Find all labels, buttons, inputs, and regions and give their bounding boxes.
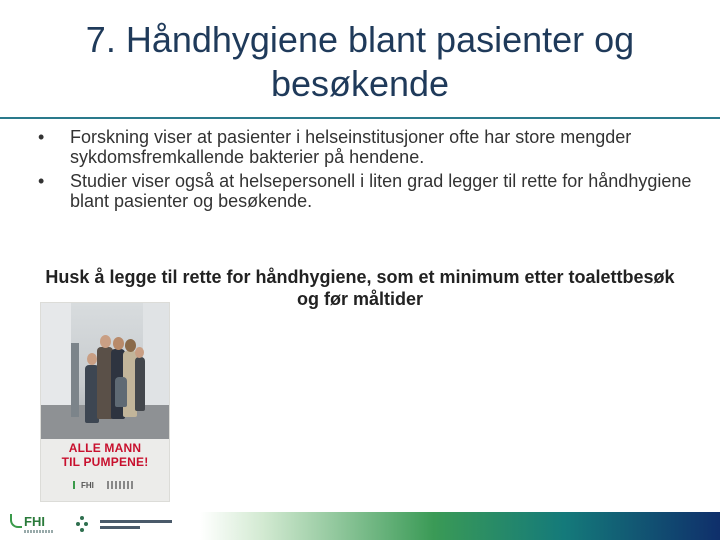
person-head — [100, 335, 111, 348]
poster-fhi-logo: FHI — [81, 481, 94, 490]
person-head — [113, 337, 124, 350]
poster-headline — [41, 441, 169, 469]
slide-title: 7. Håndhygiene blant pasienter og besøkende — [85, 19, 635, 104]
partner-logo-icon — [107, 481, 133, 489]
partner-logo — [76, 516, 176, 536]
hand-sanitizer-dispenser — [71, 343, 79, 417]
person-figure — [115, 377, 127, 407]
poster-image — [40, 302, 170, 502]
bullet-list — [30, 127, 700, 215]
person-head — [87, 353, 97, 365]
partner-dots-icon — [76, 516, 88, 536]
poster-headline-line: ALLE MANN — [68, 441, 142, 455]
footer-gradient-band — [200, 512, 720, 540]
poster-headline-line: TIL PUMPENE! — [61, 455, 149, 469]
bullet-item — [30, 127, 700, 167]
fhi-tagline — [24, 530, 54, 533]
poster-photo — [41, 303, 169, 439]
bullet-text: Forskning viser at pasienter i helseinstitusjoner ofte har store mengder sykdomsfremkallende bakterier på hendene. — [70, 127, 632, 167]
person-figure — [135, 357, 145, 411]
fhi-logo-text: FHI — [24, 514, 45, 529]
bullet-item — [30, 171, 700, 211]
fhi-swoosh-icon — [10, 514, 22, 528]
person-head — [135, 347, 144, 358]
partner-logo-text — [100, 520, 172, 530]
bullet-text: Studier viser også at helsepersonell i liten grad legger til rette for håndhygiene blant pasienter og besøkende. — [70, 171, 692, 211]
bullet-marker: • — [38, 171, 45, 191]
title-divider — [0, 117, 720, 119]
callout-text: Husk å legge til rette for håndhygiene, som et minimum etter toalettbesøk og før måltider — [45, 267, 675, 309]
fhi-swoosh-icon — [73, 481, 81, 489]
bullet-marker: • — [38, 127, 45, 147]
